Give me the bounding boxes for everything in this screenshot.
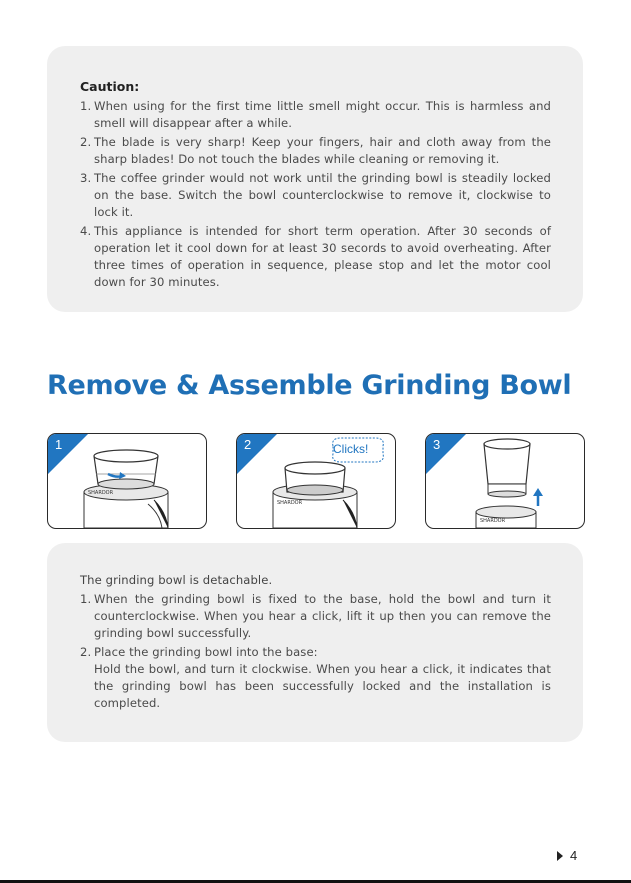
page-number — [557, 848, 577, 863]
clicks-label: Clicks! — [333, 442, 369, 456]
item-number: 2. — [80, 645, 92, 659]
instructions-list — [80, 591, 551, 712]
section-heading: Remove & Assemble Grinding Bowl — [47, 370, 572, 401]
step-corner-badge — [426, 434, 466, 474]
brand-logo: SHARDOR — [480, 518, 506, 524]
item-number: 1. — [80, 592, 92, 606]
caution-card — [47, 46, 583, 312]
brand-logo: SHARDOR — [88, 490, 114, 496]
item-text: The coffee grinder would not work until the grinding bowl is steadily locked on the base. Switch the bowl counterclockwise to remove it, clockwise to lock it. — [94, 171, 551, 219]
item-number: 1. — [80, 99, 92, 113]
item-text: This appliance is intended for short term operation. After 30 seconds of operation let it cool down for at least 30 secords to avoid overheating. After three times of operation in sequence, please stop and let the motor cool down for 30 minutes. — [94, 224, 551, 289]
instruction-item — [80, 591, 551, 642]
step-corner-badge — [237, 434, 277, 474]
triangle-marker-icon — [557, 851, 563, 861]
caution-item — [80, 223, 551, 291]
page-number-value: 4 — [570, 848, 578, 863]
caution-title: Caution: — [80, 79, 140, 94]
step-3-illustration — [425, 433, 585, 529]
caution-list — [80, 98, 551, 291]
step-number: 1 — [55, 437, 63, 452]
step-1-illustration — [47, 433, 207, 529]
caution-item — [80, 98, 551, 132]
brand-logo: SHARDOR — [277, 500, 303, 506]
instruction-item — [80, 644, 551, 712]
item-number: 2. — [80, 135, 92, 149]
item-text: Place the grinding bowl into the base: — [94, 645, 318, 659]
item-text: When using for the first time little smell might occur. This is harmless and smell will disappear after a while. — [94, 99, 551, 130]
item-number: 4. — [80, 224, 92, 238]
instructions-intro: The grinding bowl is detachable. — [80, 573, 273, 587]
caution-item — [80, 134, 551, 168]
step-number: 3 — [433, 437, 441, 452]
step-corner-badge — [48, 434, 88, 474]
step-number: 2 — [244, 437, 252, 452]
item-subtext: Hold the bowl, and turn it clockwise. When you hear a click, it indicates that the grinding bowl has been successfully locked and the installation is completed. — [94, 662, 551, 710]
instructions-card — [47, 543, 583, 742]
step-2-illustration — [236, 433, 396, 529]
item-number: 3. — [80, 171, 92, 185]
item-text: The blade is very sharp! Keep your fingers, hair and cloth away from the sharp blades! Do not touch the blades while cleaning or removing it. — [94, 135, 551, 166]
caution-item — [80, 170, 551, 221]
item-text: When the grinding bowl is fixed to the base, hold the bowl and turn it counterclockwise. When you hear a click, lift it up then you can remove the grinding bowl successfully. — [94, 592, 551, 640]
